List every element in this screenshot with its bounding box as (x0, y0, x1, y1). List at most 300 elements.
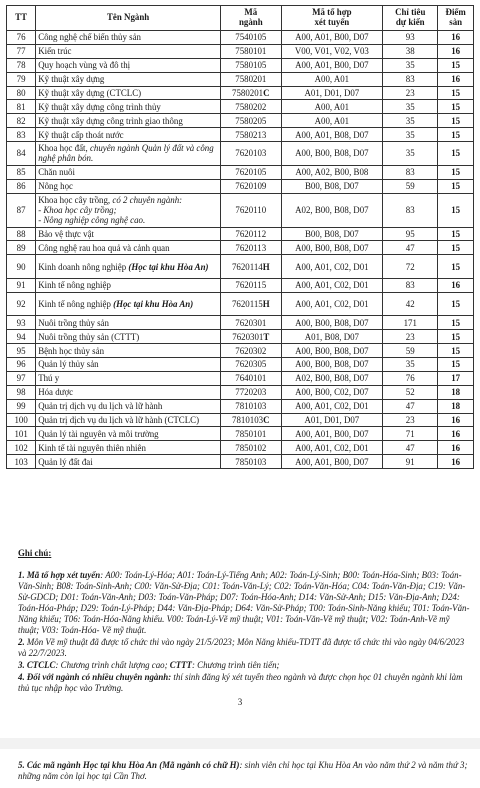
cell-code (221, 114, 282, 128)
cell-name (36, 441, 221, 455)
cell-combo (281, 241, 383, 255)
row-number: 98 (16, 387, 26, 398)
cell-quota (383, 255, 438, 279)
row-number: 81 (16, 101, 26, 112)
cell-quota (383, 72, 438, 86)
floor-score: 16 (451, 74, 461, 85)
row-number: 97 (16, 373, 26, 384)
cell-score (438, 165, 474, 179)
cell-combo (281, 142, 383, 166)
table-row (7, 86, 474, 100)
cell-tt (7, 455, 36, 469)
cell-combo (281, 58, 383, 72)
major-code: 7850101 (235, 428, 267, 439)
major-code-suffix: C (263, 415, 270, 426)
subject-combo: A01, D01, D07 (304, 415, 360, 426)
table-row (7, 455, 474, 469)
cell-combo (281, 100, 383, 114)
floor-score: 15 (451, 148, 461, 159)
cell-code (221, 413, 282, 427)
cell-tt (7, 193, 36, 227)
cell-name (36, 330, 221, 344)
cell-name (36, 86, 221, 100)
specialization-item: - Khoa học cây trồng; (38, 205, 117, 215)
cell-name (36, 72, 221, 86)
row-number: 91 (16, 280, 26, 291)
table-row (7, 227, 474, 241)
cell-score (438, 330, 474, 344)
cell-tt (7, 44, 36, 58)
major-code: 7620302 (235, 345, 267, 356)
table-body (7, 31, 474, 469)
major-name: Kỹ thuật xây dựng công trình thủy (38, 101, 161, 112)
cell-tt (7, 427, 36, 441)
floor-score: 16 (451, 442, 461, 453)
cell-quota (383, 399, 438, 413)
cell-tt (7, 72, 36, 86)
floor-score: 15 (451, 205, 461, 215)
cell-name (36, 58, 221, 72)
cell-score (438, 255, 474, 279)
cell-score (438, 193, 474, 227)
cell-code (221, 371, 282, 385)
major-code: 7620114 (231, 261, 263, 272)
row-number: 88 (16, 228, 26, 239)
major-code: 7620105 (235, 167, 267, 178)
major-code: 7620115 (235, 280, 267, 291)
table-row (7, 371, 474, 385)
floor-score: 15 (451, 331, 461, 342)
cell-tt (7, 165, 36, 179)
cell-tt (7, 128, 36, 142)
cell-name (36, 44, 221, 58)
subject-combo: A00, B00, B08, D07 (295, 148, 369, 159)
cell-name (36, 413, 221, 427)
major-code: 7640101 (235, 373, 267, 384)
subject-combo: A00, B00, C02, D07 (295, 387, 369, 398)
quota-value: 23 (405, 88, 415, 98)
cell-tt (7, 292, 36, 316)
major-code: 7580205 (235, 115, 267, 126)
quota-value: 83 (405, 205, 415, 215)
floor-score: 16 (451, 456, 461, 467)
cell-code (221, 227, 282, 241)
major-name: Kinh tế nông nghiệp (38, 280, 111, 291)
quota-value: 42 (405, 299, 415, 310)
header-diem-san: Điểm sàn (438, 6, 474, 31)
cell-code (221, 455, 282, 469)
cell-name (36, 427, 221, 441)
cell-tt (7, 100, 36, 114)
subject-combo: A00, A01 (314, 101, 350, 112)
quota-value: 76 (405, 373, 415, 384)
row-number: 76 (16, 32, 26, 43)
subject-combo: A00, B00, B08, D07 (295, 242, 369, 253)
major-name: Bệnh học thủy sản (38, 345, 105, 356)
major-code: 7580105 (235, 60, 267, 71)
row-number: 79 (16, 74, 26, 85)
campus-note: (Học tại khu Hòa An) (113, 299, 194, 310)
major-name: Chăn nuôi (38, 167, 75, 178)
floor-score: 17 (451, 373, 461, 384)
subject-combo: A00, B00, B08, D07 (295, 317, 369, 328)
quota-value: 47 (405, 242, 415, 253)
major-code: 7620301 (232, 331, 264, 342)
cell-code (221, 441, 282, 455)
cell-code (221, 385, 282, 399)
campus-note: (Học tại khu Hòa An) (128, 261, 209, 272)
note-3: 3. CTCLC: Chương trình chất lượng cao; CTTT: Chương trình tiên tiến; (18, 660, 280, 670)
row-number: 103 (14, 456, 28, 467)
floor-score: 15 (451, 129, 461, 140)
major-name: Công nghệ chế biến thủy sản (38, 32, 141, 43)
quota-value: 71 (405, 428, 415, 439)
major-code: 7580213 (235, 129, 267, 140)
cell-score (438, 58, 474, 72)
cell-combo (281, 165, 383, 179)
floor-score: 16 (451, 32, 461, 43)
major-code: 7620112 (235, 228, 267, 239)
cell-quota (383, 316, 438, 330)
row-number: 100 (14, 415, 28, 426)
row-number: 80 (16, 88, 26, 98)
subject-combo: A00, A02, B00, B08 (295, 167, 369, 178)
cell-score (438, 371, 474, 385)
cell-score (438, 86, 474, 100)
subject-combo: A00, A01 (314, 115, 350, 126)
major-name: Quản lý thủy sản (38, 359, 99, 370)
major-code: 7580202 (235, 101, 267, 112)
major-code: 7580201 (232, 88, 264, 98)
cell-score (438, 427, 474, 441)
floor-score: 15 (451, 167, 461, 178)
major-code: 7850103 (235, 456, 267, 467)
subject-combo: A00, B00, B08, D07 (295, 345, 369, 356)
note-2: 2. Môn Vẽ mỹ thuật đã được tổ chức thi vào ngày 21/5/2023; Môn Năng khiếu-TDTT đã được tổ chức thi vào ngày 04/6/2023 và 22/7/2023. (18, 637, 465, 658)
cell-code (221, 255, 282, 279)
cell-score (438, 100, 474, 114)
major-code: 7620103 (235, 148, 267, 159)
cell-tt (7, 385, 36, 399)
major-name: Quản trị dịch vụ du lịch và lữ hành (CTCLC) (38, 415, 200, 426)
quota-value: 35 (405, 148, 415, 159)
cell-combo (281, 255, 383, 279)
floor-score: 15 (451, 261, 461, 272)
subject-combo: V00, V01, V02, V03 (294, 46, 369, 57)
cell-name (36, 227, 221, 241)
cell-name (36, 179, 221, 193)
row-number: 96 (16, 359, 26, 370)
quota-value: 93 (405, 32, 415, 43)
table-row (7, 100, 474, 114)
cell-quota (383, 193, 438, 227)
cell-tt (7, 179, 36, 193)
notes-section (18, 548, 470, 695)
cell-code (221, 193, 282, 227)
table-row (7, 292, 474, 316)
cell-name (36, 193, 221, 227)
major-name: Bảo vệ thực vật (38, 228, 95, 239)
row-number: 101 (14, 428, 28, 439)
major-name: Kinh tế tài nguyên thiên nhiên (38, 442, 146, 453)
cell-combo (281, 427, 383, 441)
major-code: 7810103 (235, 401, 267, 412)
cell-score (438, 344, 474, 358)
floor-score: 16 (451, 46, 461, 57)
floor-score: 18 (451, 387, 461, 398)
cell-tt (7, 330, 36, 344)
cell-quota (383, 441, 438, 455)
table-row (7, 316, 474, 330)
specialization-item: - Nông nghiệp công nghệ cao. (38, 215, 146, 225)
cell-quota (383, 292, 438, 316)
table-row (7, 114, 474, 128)
major-code-suffix: H (262, 261, 270, 272)
quota-value: 171 (403, 317, 417, 328)
floor-score: 18 (451, 401, 461, 412)
cell-combo (281, 128, 383, 142)
cell-score (438, 114, 474, 128)
quota-value: 38 (405, 46, 415, 57)
cell-code (221, 330, 282, 344)
subject-combo: A00, A01, B00, D07 (295, 428, 369, 439)
cell-score (438, 413, 474, 427)
quota-value: 83 (405, 74, 415, 85)
cell-quota (383, 44, 438, 58)
cell-tt (7, 227, 36, 241)
quota-value: 52 (405, 387, 415, 398)
major-code-suffix: T (263, 331, 270, 342)
cell-tt (7, 316, 36, 330)
major-name: Công nghệ rau hoa quả và cảnh quan (38, 242, 170, 253)
cell-tt (7, 344, 36, 358)
major-code: 7850102 (235, 442, 267, 453)
cell-tt (7, 358, 36, 372)
cell-combo (281, 455, 383, 469)
major-code: 7620109 (235, 181, 267, 192)
cell-combo (281, 413, 383, 427)
row-number: 89 (16, 242, 26, 253)
page-number: 3 (237, 697, 243, 707)
subject-combo: A00, A01, B08, D07 (295, 129, 369, 140)
cell-name (36, 165, 221, 179)
major-code: 7620305 (235, 359, 267, 370)
table-row (7, 72, 474, 86)
cell-name (36, 358, 221, 372)
major-code: 7620301 (235, 317, 267, 328)
table-row (7, 193, 474, 227)
header-to-hop: Mã tổ hợp xét tuyển (281, 6, 383, 31)
subject-combo: A00, A01, B00, D07 (295, 32, 369, 43)
cell-name (36, 455, 221, 469)
cell-quota (383, 385, 438, 399)
major-code: 7620113 (235, 242, 267, 253)
major-name: Kỹ thuật xây dựng (38, 74, 105, 85)
quota-value: 72 (405, 261, 415, 272)
table-row (7, 413, 474, 427)
row-number: 77 (16, 46, 26, 57)
row-number: 83 (16, 129, 26, 140)
cell-quota (383, 278, 438, 292)
major-code-suffix: C (263, 88, 270, 98)
note-1: 1. Mã tổ hợp xét tuyển: A00: Toán-Lý-Hóa; A01: Toán-Lý-Tiếng Anh; A02: Toán-Lý-Sinh; B00: Toán-Hóa-Sinh; B03: Toán-Văn-Sinh; B08: Toán-Sinh-Anh; C00: Văn-Sử-Địa; C01: Toán-Văn-Lý; C02: Toán-Văn-Hóa; C04: Toán-Văn-Địa; C19: Văn-Sử-GDCD; D01: Toán-Văn-Anh; D03: Toán-Văn-Pháp; D07: Toán-Hóa-Anh; D14: Văn-Sử-Anh; D15: Văn-Địa-Anh; D24: Toán-Hóa-Pháp; D29: Toán-Lý-Pháp; D44: Văn-Địa-Pháp; D64: Văn-Sử-Pháp; T00: Toán-Sinh-Năng khiếu; T01: Toán-Văn-Năng khiếu; T06: Toán-Hóa-Năng khiếu. V00: Toán-Lý-Vẽ mỹ thuật; V01: Toán-Văn-Vẽ mỹ thuật; V02: Toán-Anh-Vẽ mỹ thuật; V03: Toán-Hóa- Vẽ mỹ thuật. (18, 570, 470, 635)
cell-name (36, 371, 221, 385)
table-row (7, 31, 474, 45)
cell-score (438, 358, 474, 372)
cell-tt (7, 142, 36, 166)
major-name: Kiến trúc (38, 46, 72, 57)
major-code: 7580101 (235, 46, 267, 57)
quota-value: 35 (405, 129, 415, 140)
major-name: Nông học (38, 181, 73, 192)
cell-score (438, 441, 474, 455)
cell-combo (281, 44, 383, 58)
cell-name (36, 114, 221, 128)
cell-quota (383, 128, 438, 142)
cell-code (221, 179, 282, 193)
cell-score (438, 241, 474, 255)
major-code: 7720203 (235, 387, 267, 398)
cell-code (221, 44, 282, 58)
quota-value: 35 (405, 115, 415, 126)
notes-title: Ghi chú: (18, 548, 52, 558)
cell-code (221, 86, 282, 100)
table-row (7, 358, 474, 372)
cell-score (438, 385, 474, 399)
cell-name (36, 344, 221, 358)
table-row (7, 441, 474, 455)
subject-combo: A00, A01, C02, D01 (295, 401, 369, 412)
cell-quota (383, 58, 438, 72)
cell-name (36, 278, 221, 292)
table-row (7, 128, 474, 142)
floor-score: 15 (451, 115, 461, 126)
major-note: có 2 chuyên ngành: (112, 195, 183, 205)
cell-tt (7, 278, 36, 292)
header-tt: TT (7, 6, 36, 31)
cell-code (221, 100, 282, 114)
cell-quota (383, 165, 438, 179)
floor-score: 15 (451, 317, 461, 328)
subject-combo: A00, A01, C02, D01 (295, 442, 369, 453)
major-name: Khoa học đất, (38, 143, 88, 154)
cell-combo (281, 441, 383, 455)
cell-name (36, 100, 221, 114)
table-row (7, 44, 474, 58)
floor-score: 15 (451, 88, 461, 98)
cell-quota (383, 344, 438, 358)
cell-score (438, 44, 474, 58)
row-number: 94 (16, 331, 26, 342)
table-row (7, 165, 474, 179)
subject-combo: A00, A01, B00, D07 (295, 60, 369, 71)
table-header (7, 6, 474, 31)
cell-score (438, 278, 474, 292)
table-row (7, 399, 474, 413)
cell-code (221, 128, 282, 142)
cell-combo (281, 193, 383, 227)
major-name: Quản lý đất đai (38, 456, 93, 467)
quota-value: 83 (405, 167, 415, 178)
quota-value: 95 (405, 228, 415, 239)
table-row (7, 255, 474, 279)
cell-tt (7, 241, 36, 255)
cell-code (221, 358, 282, 372)
floor-score: 16 (451, 415, 461, 426)
major-name: Kinh tế nông nghiệp (38, 299, 111, 310)
cell-combo (281, 385, 383, 399)
quota-value: 23 (405, 415, 415, 426)
note-4: 4. Đối với ngành có nhiều chuyên ngành: thí sinh đăng ký xét tuyển theo ngành và được chọn học 01 chuyên ngành khi làm thủ tục nhập học vào Trường. (18, 672, 463, 693)
cell-code (221, 58, 282, 72)
cell-code (221, 399, 282, 413)
major-code: 7540105 (235, 32, 267, 43)
subject-combo: A00, A01, C02, D01 (295, 280, 369, 291)
row-number: 85 (16, 167, 26, 178)
header-ten-nganh: Tên Ngành (36, 6, 221, 31)
subject-combo: A01, B08, D07 (304, 331, 359, 342)
major-code: 7620115 (231, 299, 263, 310)
cell-combo (281, 371, 383, 385)
cell-name (36, 399, 221, 413)
floor-score: 15 (451, 228, 461, 239)
cell-combo (281, 358, 383, 372)
quota-value: 59 (405, 181, 415, 192)
subject-combo: A00, B00, B08, D07 (295, 359, 369, 370)
table-row (7, 241, 474, 255)
cell-quota (383, 427, 438, 441)
cell-name (36, 255, 221, 279)
cell-score (438, 179, 474, 193)
cell-code (221, 278, 282, 292)
cell-tt (7, 31, 36, 45)
table-row (7, 427, 474, 441)
quota-value: 35 (405, 359, 415, 370)
subject-combo: A02, B00, B08, D07 (295, 205, 369, 215)
row-number: 82 (16, 115, 26, 126)
table-row (7, 278, 474, 292)
major-name: Nuôi trồng thủy sản (38, 317, 109, 328)
cell-tt (7, 399, 36, 413)
subject-combo: A00, A01, B00, D07 (295, 456, 369, 467)
subject-combo: A02, B00, B08, D07 (295, 373, 369, 384)
cell-combo (281, 344, 383, 358)
cell-combo (281, 227, 383, 241)
cell-quota (383, 179, 438, 193)
floor-score: 15 (451, 60, 461, 71)
cell-code (221, 427, 282, 441)
major-name: Khoa học cây trồng, (38, 195, 111, 205)
major-code: 7810103 (232, 415, 264, 426)
cell-combo (281, 86, 383, 100)
row-number: 99 (16, 401, 26, 412)
floor-score: 15 (451, 242, 461, 253)
table-row (7, 58, 474, 72)
floor-score: 15 (451, 345, 461, 356)
cell-score (438, 292, 474, 316)
cell-tt (7, 441, 36, 455)
cell-name (36, 316, 221, 330)
major-name: Hóa dược (38, 387, 74, 398)
cell-quota (383, 227, 438, 241)
row-number: 78 (16, 60, 26, 71)
cell-score (438, 31, 474, 45)
cell-score (438, 455, 474, 469)
cell-code (221, 31, 282, 45)
floor-score: 15 (451, 359, 461, 370)
cell-combo (281, 114, 383, 128)
cell-combo (281, 278, 383, 292)
